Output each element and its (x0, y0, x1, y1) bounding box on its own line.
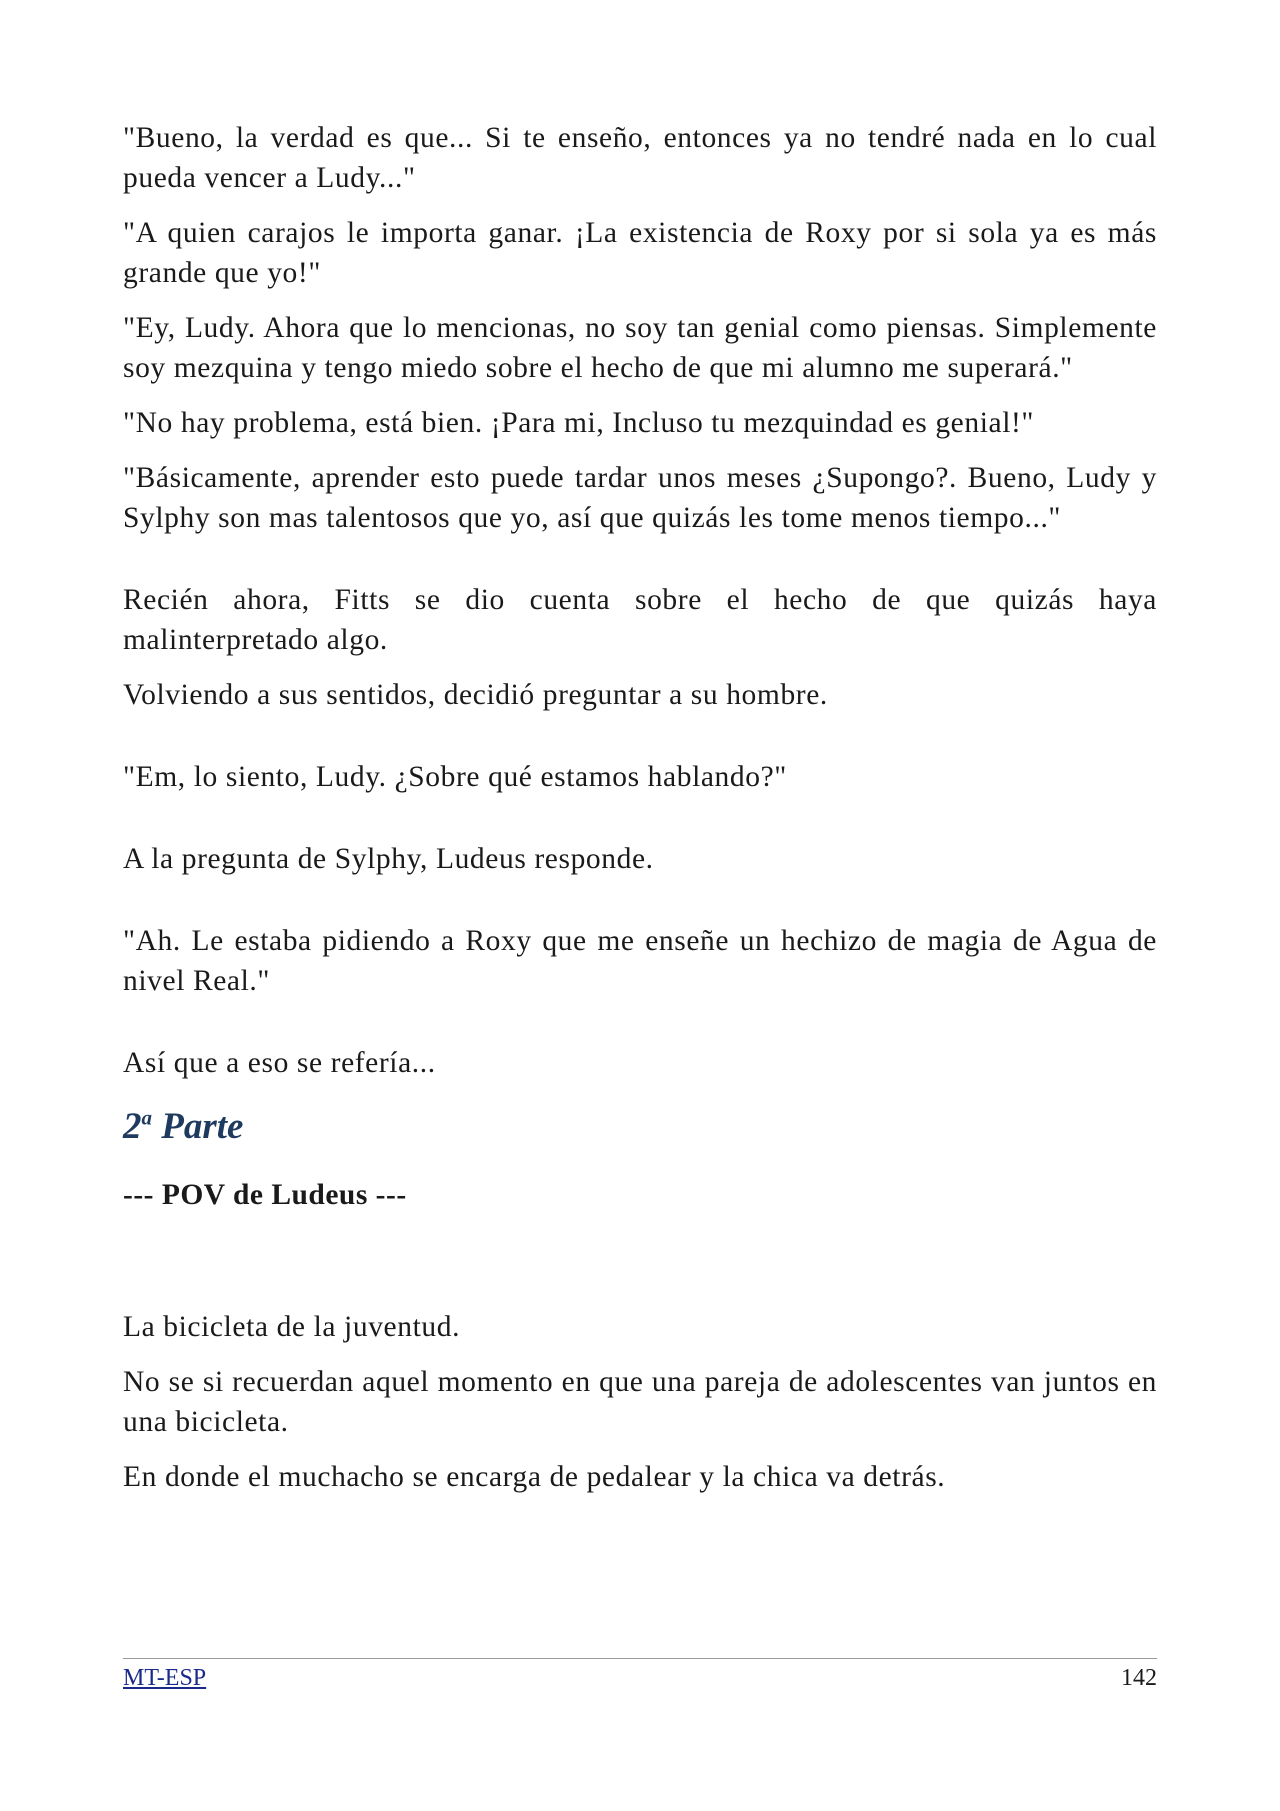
page-number: 142 (1121, 1665, 1157, 1691)
paragraph: La bicicleta de la juventud. (123, 1311, 461, 1343)
section-number: 2 (123, 1106, 142, 1147)
paragraph: Recién ahora, Fitts se dio cuenta sobre el hecho de que quizás haya malinterpretado algo. (123, 584, 1157, 656)
section-heading (123, 1105, 1157, 1149)
pov-line: --- POV de Ludeus --- (123, 1179, 407, 1211)
footer-link[interactable]: MT-ESP (123, 1665, 207, 1691)
paragraph: A la pregunta de Sylphy, Ludeus responde. (123, 843, 654, 875)
paragraph: Así que a eso se refería... (123, 1047, 436, 1079)
page-footer (123, 1658, 1157, 1691)
paragraph: "Em, lo siento, Ludy. ¿Sobre qué estamos hablando?" (123, 761, 787, 793)
section-title: Parte (161, 1106, 244, 1147)
paragraph: "Ey, Ludy. Ahora que lo mencionas, no soy tan genial como piensas. Simplemente soy mezquina y tengo miedo sobre el hecho de que mi alumno me superará." (123, 312, 1157, 384)
paragraph: Volviendo a sus sentidos, decidió preguntar a su hombre. (123, 679, 828, 711)
paragraph: "No hay problema, está bien. ¡Para mi, Incluso tu mezquindad es genial!" (123, 407, 1035, 439)
section-ordinal: a (141, 1105, 152, 1130)
paragraph: No se si recuerdan aquel momento en que una pareja de adolescentes van juntos en una bicicleta. (123, 1366, 1157, 1438)
paragraph: "A quien carajos le importa ganar. ¡La existencia de Roxy por si sola ya es más grande que yo!" (123, 217, 1157, 289)
page-body (123, 118, 1157, 1512)
paragraph: "Básicamente, aprender esto puede tardar unos meses ¿Supongo?. Bueno, Ludy y Sylphy son mas talentosos que yo, así que quizás les tome menos tiempo..." (123, 462, 1157, 534)
paragraph: "Ah. Le estaba pidiendo a Roxy que me enseñe un hechizo de magia de Agua de nivel Real." (123, 925, 1157, 997)
paragraph: "Bueno, la verdad es que... Si te enseño, entonces ya no tendré nada en lo cual pueda vencer a Ludy..." (123, 122, 1157, 194)
paragraph: En donde el muchacho se encarga de pedalear y la chica va detrás. (123, 1461, 946, 1493)
